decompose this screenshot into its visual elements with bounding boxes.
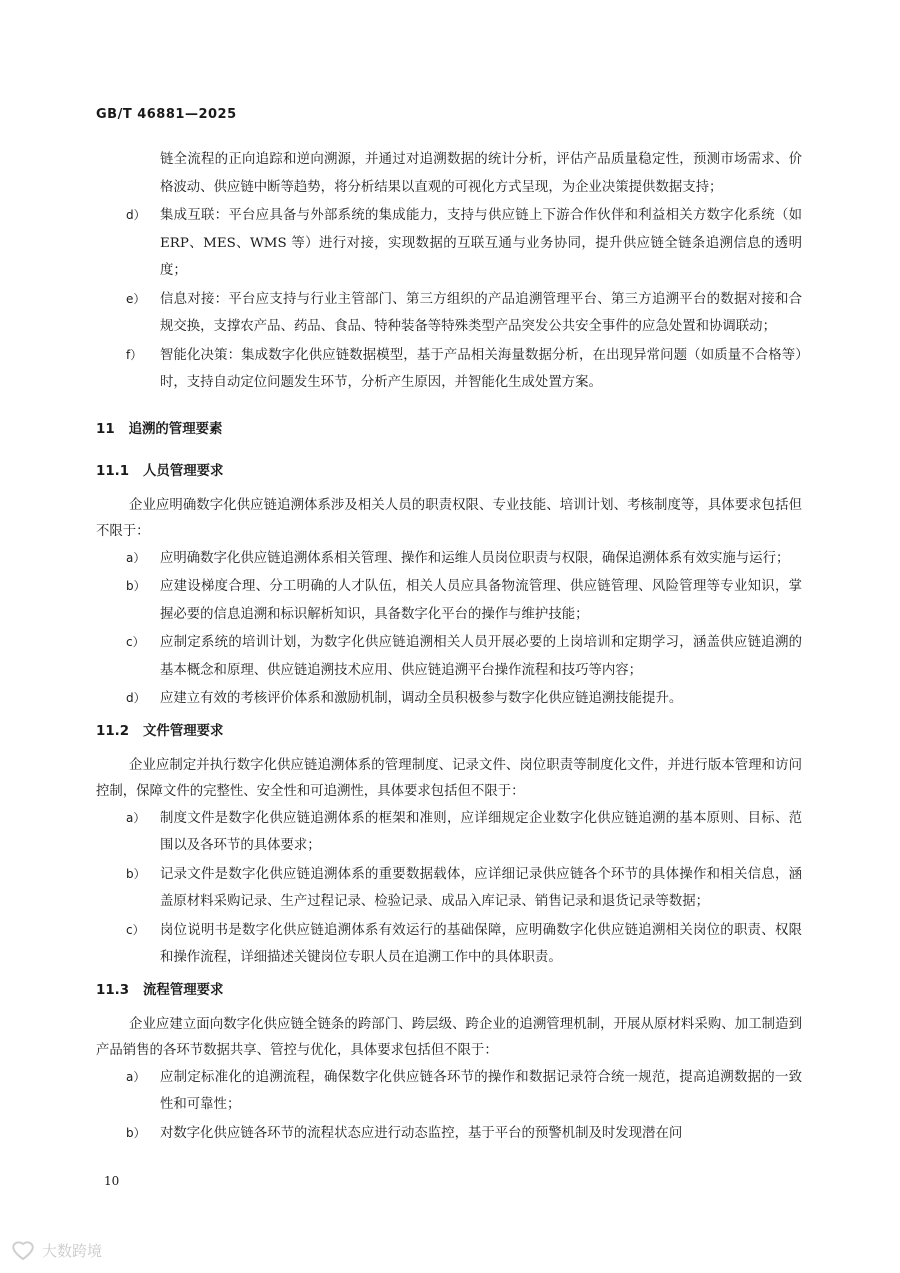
section-title: 追溯的管理要素 <box>128 421 223 437</box>
list-item <box>96 286 802 341</box>
list-item <box>96 805 802 860</box>
list-marker: b） <box>126 866 146 881</box>
paragraph: 企业应建立面向数字化供应链全链条的跨部门、跨层级、跨企业的追溯管理机制，开展从原材料采购、加工制造到产品销售的各环节数据共享、管控与优化，具体要求包括但不限于： <box>96 1016 802 1058</box>
page-number: 10 <box>104 1174 120 1188</box>
paragraph: 企业应制定并执行数字化供应链追溯体系的管理制度、记录文件、岗位职责等制度化文件，并进行版本管理和访问控制，保障文件的完整性、安全性和可追溯性，具体要求包括但不限于： <box>96 757 802 799</box>
list-marker: b） <box>126 1125 146 1140</box>
list-marker: d） <box>126 208 146 222</box>
subsection-number: 11.3 <box>96 982 130 998</box>
subsection-number: 11.1 <box>96 463 130 479</box>
list-marker: a） <box>126 1069 146 1084</box>
list-item-text: 集成互联：平台应具备与外部系统的集成能力，支持与供应链上下游合作伙伴和利益相关方数字化系统（如 ERP、MES、WMS 等）进行对接，实现数据的互联互通与业务协同，提升供应链全链条追溯信息的透明度； <box>160 208 802 278</box>
list-item-text: 应建立有效的考核评价体系和激励机制，调动全员积极参与数字化供应链追溯技能提升。 <box>160 691 683 706</box>
list-item <box>96 545 802 573</box>
list-item <box>96 861 802 916</box>
list-marker: a） <box>126 810 146 825</box>
subsection-title: 文件管理要求 <box>143 723 224 739</box>
subsection-heading <box>96 461 802 483</box>
standard-number: GB/T 46881—2025 <box>96 107 237 122</box>
list-item-text: 记录文件是数字化供应链追溯体系的重要数据载体，应详细记录供应链各个环节的具体操作和相关信息，涵盖原材料采购记录、生产过程记录、检验记录、成品入库记录、销售记录和退货记录等数据； <box>160 866 802 909</box>
list-item-text: 应明确数字化供应链追溯体系相关管理、操作和运维人员岗位职责与权限，确保追溯体系有效实施与运行； <box>160 550 790 566</box>
list-item-text: 智能化决策：集成数字化供应链数据模型，基于产品相关海量数据分析，在出现异常问题（如质量不合格等）时，支持自动定位问题发生环节，分析产生原因，并智能化生成处置方案。 <box>160 347 802 390</box>
list-item <box>96 202 802 285</box>
list-item <box>96 1120 802 1148</box>
list-item-text: 信息对接：平台应支持与行业主管部门、第三方组织的产品追溯管理平台、第三方追溯平台的数据对接和合规交换，支撑农产品、药品、食品、特种装备等特殊类型产品突发公共安全事件的应急处置和协调联动； <box>160 291 802 334</box>
list-item-text: 应制定标准化的追溯流程，确保数字化供应链各环节的操作和数据记录符合统一规范，提高追溯数据的一致性和可靠性； <box>160 1069 802 1112</box>
section-heading <box>96 419 802 441</box>
list-marker: b） <box>126 579 146 593</box>
watermark-logo-icon <box>10 1241 36 1261</box>
list-item-text: 链全流程的正向追踪和逆向溯源，并通过对追溯数据的统计分析，评估产品质量稳定性，预测市场需求、价格波动、供应链中断等趋势，将分析结果以直观的可视化方式呈现，为企业决策提供数据支持； <box>160 152 802 195</box>
section-number: 11 <box>96 421 115 437</box>
list-item <box>96 629 802 684</box>
watermark-text: 大数跨境 <box>42 1242 103 1260</box>
list-marker: c） <box>126 635 145 649</box>
list-marker: c） <box>126 922 145 937</box>
list-marker: a） <box>126 550 146 565</box>
list-item-text: 应建设梯度合理、分工明确的人才队伍，相关人员应具备物流管理、供应链管理、风险管理等专业知识，掌握必要的信息追溯和标识解析知识，具备数字化平台的操作与维护技能； <box>160 579 802 622</box>
paragraph: 企业应明确数字化供应链追溯体系涉及相关人员的职责权限、专业技能、培训计划、考核制度等，具体要求包括但不限于： <box>96 497 802 539</box>
page-body <box>96 146 802 1148</box>
list-item-text: 应制定系统的培训计划，为数字化供应链追溯相关人员开展必要的上岗培训和定期学习，涵盖供应链追溯的基本概念和原理、供应链追溯技术应用、供应链追溯平台操作流程和技巧等内容； <box>160 635 802 678</box>
list-marker: f） <box>126 347 143 362</box>
subsection-heading <box>96 980 802 1002</box>
watermark <box>10 1240 102 1261</box>
list-item-text: 岗位说明书是数字化供应链追溯体系有效运行的基础保障，应明确数字化供应链追溯相关岗位的职责、权限和操作流程，详细描述关键岗位专职人员在追溯工作中的具体职责。 <box>160 922 802 965</box>
list-item-text: 制度文件是数字化供应链追溯体系的框架和准则，应详细规定企业数字化供应链追溯的基本原则、目标、范围以及各环节的具体要求； <box>160 810 802 853</box>
list-item <box>96 685 802 713</box>
list-item <box>96 1064 802 1119</box>
list-item <box>96 146 802 201</box>
subsection-title: 人员管理要求 <box>143 463 224 479</box>
subsection-title: 流程管理要求 <box>143 982 224 998</box>
list-item <box>96 917 802 972</box>
subsection-heading <box>96 721 802 743</box>
list-item <box>96 342 802 397</box>
list-item <box>96 573 802 628</box>
list-marker: d） <box>126 691 146 705</box>
list-item-text: 对数字化供应链各环节的流程状态应进行动态监控，基于平台的预警机制及时发现潜在问 <box>160 1125 683 1141</box>
list-marker: e） <box>126 291 146 306</box>
subsection-number: 11.2 <box>96 723 130 739</box>
